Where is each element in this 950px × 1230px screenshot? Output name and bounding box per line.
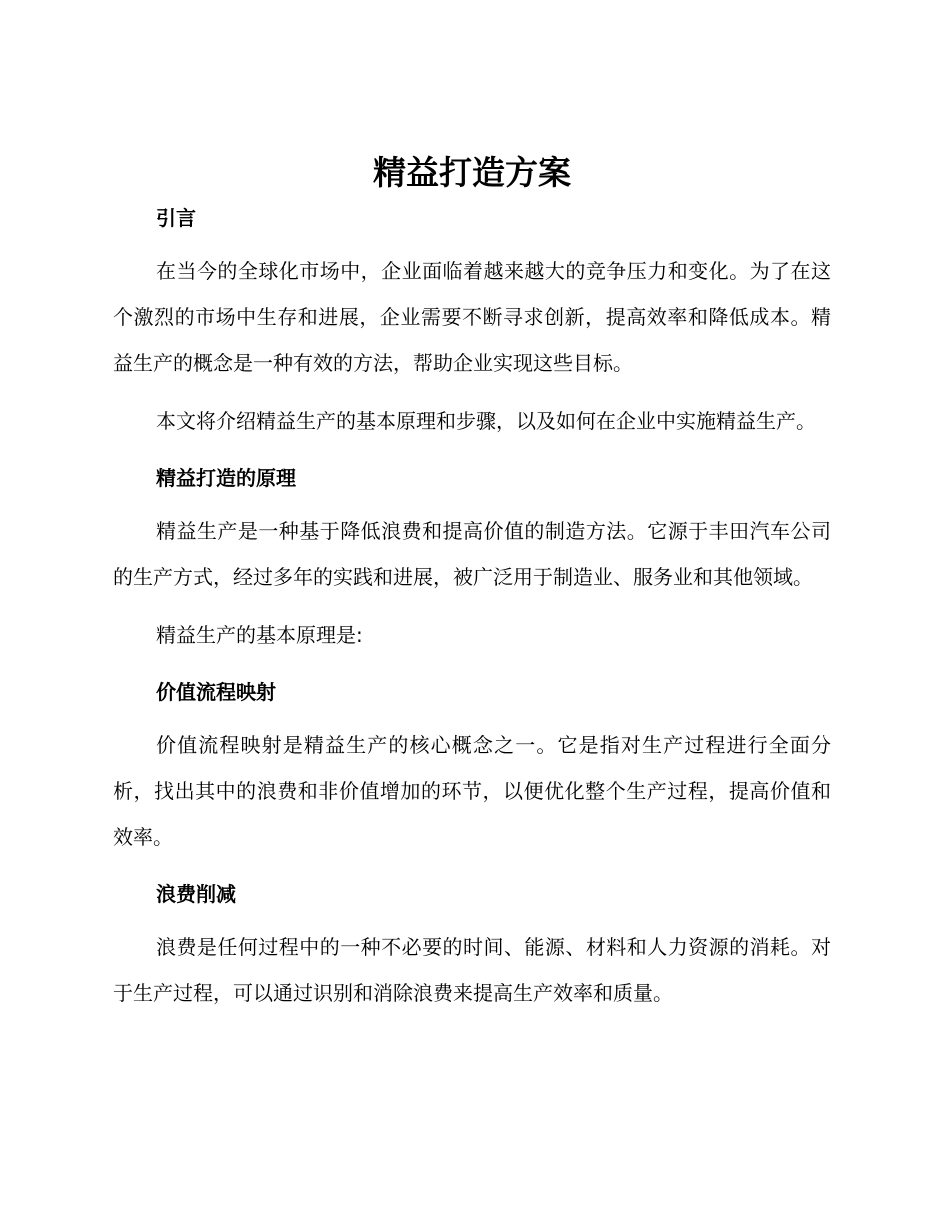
- section-heading-principle: 精益打造的原理: [156, 466, 296, 490]
- paragraph-vsm-1: 价值流程映射是精益生产的核心概念之一。它是指对生产过程进行全面分析，找出其中的浪费和非价值增加的环节，以便优化整个生产过程，提高价值和效率。: [113, 733, 831, 849]
- paragraph-intro-2: 本文将介绍精益生产的基本原理和步骤，以及如何在企业中实施精益生产。: [156, 409, 816, 433]
- paragraph-waste-1: 浪费是任何过程中的一种不必要的时间、能源、材料和人力资源的消耗。对于生产过程，可以通过识别和消除浪费来提高生产效率和质量。: [113, 935, 831, 1005]
- section-heading-vsm: 价值流程映射: [156, 680, 276, 704]
- section-heading-waste: 浪费削减: [156, 882, 236, 906]
- section-heading-intro: 引言: [156, 206, 196, 230]
- document-title: 精益打造方案: [373, 153, 571, 192]
- paragraph-principle-1: 精益生产是一种基于降低浪费和提高价值的制造方法。它源于丰田汽车公司的生产方式，经过多年的实践和进展，被广泛用于制造业、服务业和其他领域。: [113, 519, 831, 589]
- paragraph-intro-1: 在当今的全球化市场中，企业面临着越来越大的竞争压力和变化。为了在这个激烈的市场中生存和进展，企业需要不断寻求创新，提高效率和降低成本。精益生产的概念是一种有效的方法，帮助企业实现这些目标。: [113, 259, 831, 375]
- document-body: [113, 150, 831, 1016]
- paragraph-principle-2: 精益生产的基本原理是:: [156, 623, 363, 647]
